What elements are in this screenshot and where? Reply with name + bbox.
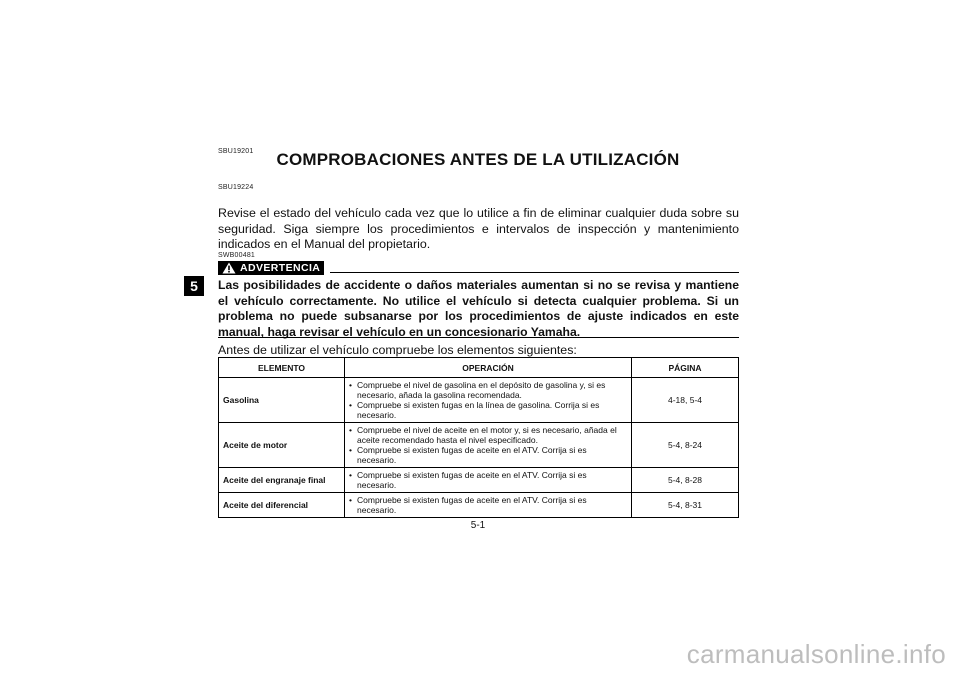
table-header-row: [219, 358, 739, 378]
header-operation: OPERACIÓN: [345, 358, 632, 378]
page-number: 5-1: [470, 520, 486, 531]
warning-label: ADVERTENCIA: [240, 262, 321, 274]
chapter-tab: 5: [184, 276, 204, 296]
operation-item: • Compruebe el nivel de aceite en el motor y, si es necesario, añada el aceite recomendado hasta el nivel especificado.: [349, 425, 617, 445]
table-row: [219, 493, 739, 518]
row-element: Aceite de motor: [219, 423, 345, 468]
title-code: SBU19201: [218, 148, 254, 155]
warning-bottom-rule: [218, 337, 739, 338]
watermark: carmanualsonline.info: [686, 639, 946, 669]
row-operations: [345, 423, 632, 468]
row-operations: [345, 493, 632, 518]
row-page: 4-18, 5-4: [632, 378, 739, 423]
warning-rule: [330, 272, 739, 273]
page-title: COMPROBACIONES ANTES DE LA UTILIZACIÓN: [276, 150, 680, 169]
warning-code: SWB00481: [218, 252, 256, 259]
row-operations: [345, 468, 632, 493]
operation-item: • Compruebe si existen fugas de aceite en el ATV. Corrija si es necesario.: [349, 470, 587, 490]
operation-item: • Compruebe si existen fugas de aceite en el ATV. Corrija si es necesario.: [349, 495, 587, 515]
row-element: Aceite del diferencial: [219, 493, 345, 518]
pre-operation-checklist-table: [218, 357, 739, 518]
operation-item: • Compruebe el nivel de gasolina en el depósito de gasolina y, si es necesario, añada la gasolina recomendada.: [349, 380, 606, 400]
operation-item: • Compruebe si existen fugas en la línea de gasolina. Corrija si es necesario.: [349, 400, 600, 420]
header-element: ELEMENTO: [219, 358, 345, 378]
table-row: [219, 378, 739, 423]
row-page: 5-4, 8-24: [632, 423, 739, 468]
warning-triangle-icon: [222, 262, 236, 274]
intro-paragraph: Revise el estado del vehículo cada vez que lo utilice a fin de eliminar cualquier duda sobre su seguridad. Siga siempre los procedimientos e intervalos de inspección y mantenimiento indicados en el Manual del propietario.: [218, 206, 739, 251]
warning-badge: [218, 261, 324, 275]
intro-code: SBU19224: [218, 184, 254, 191]
warning-text: Las posibilidades de accidente o daños materiales aumentan si no se revisa y mantiene el vehículo correctamente. No utilice el vehículo si detecta cualquier problema. Si un problema no puede subsanarse por los procedimientos de ajuste indicados en este manual, haga revisar el vehículo en un concesionario Yamaha.: [218, 278, 739, 339]
checklist-lead: Antes de utilizar el vehículo compruebe los elementos siguientes:: [218, 343, 577, 357]
row-page: 5-4, 8-31: [632, 493, 739, 518]
table-row: [219, 468, 739, 493]
row-element: Aceite del engranaje final: [219, 468, 345, 493]
operation-item: • Compruebe si existen fugas de aceite en el ATV. Corrija si es necesario.: [349, 445, 587, 465]
table-row: [219, 423, 739, 468]
warning-header: [218, 261, 739, 275]
header-page: PÁGINA: [632, 358, 739, 378]
row-page: 5-4, 8-28: [632, 468, 739, 493]
row-element: Gasolina: [219, 378, 345, 423]
row-operations: [345, 378, 632, 423]
